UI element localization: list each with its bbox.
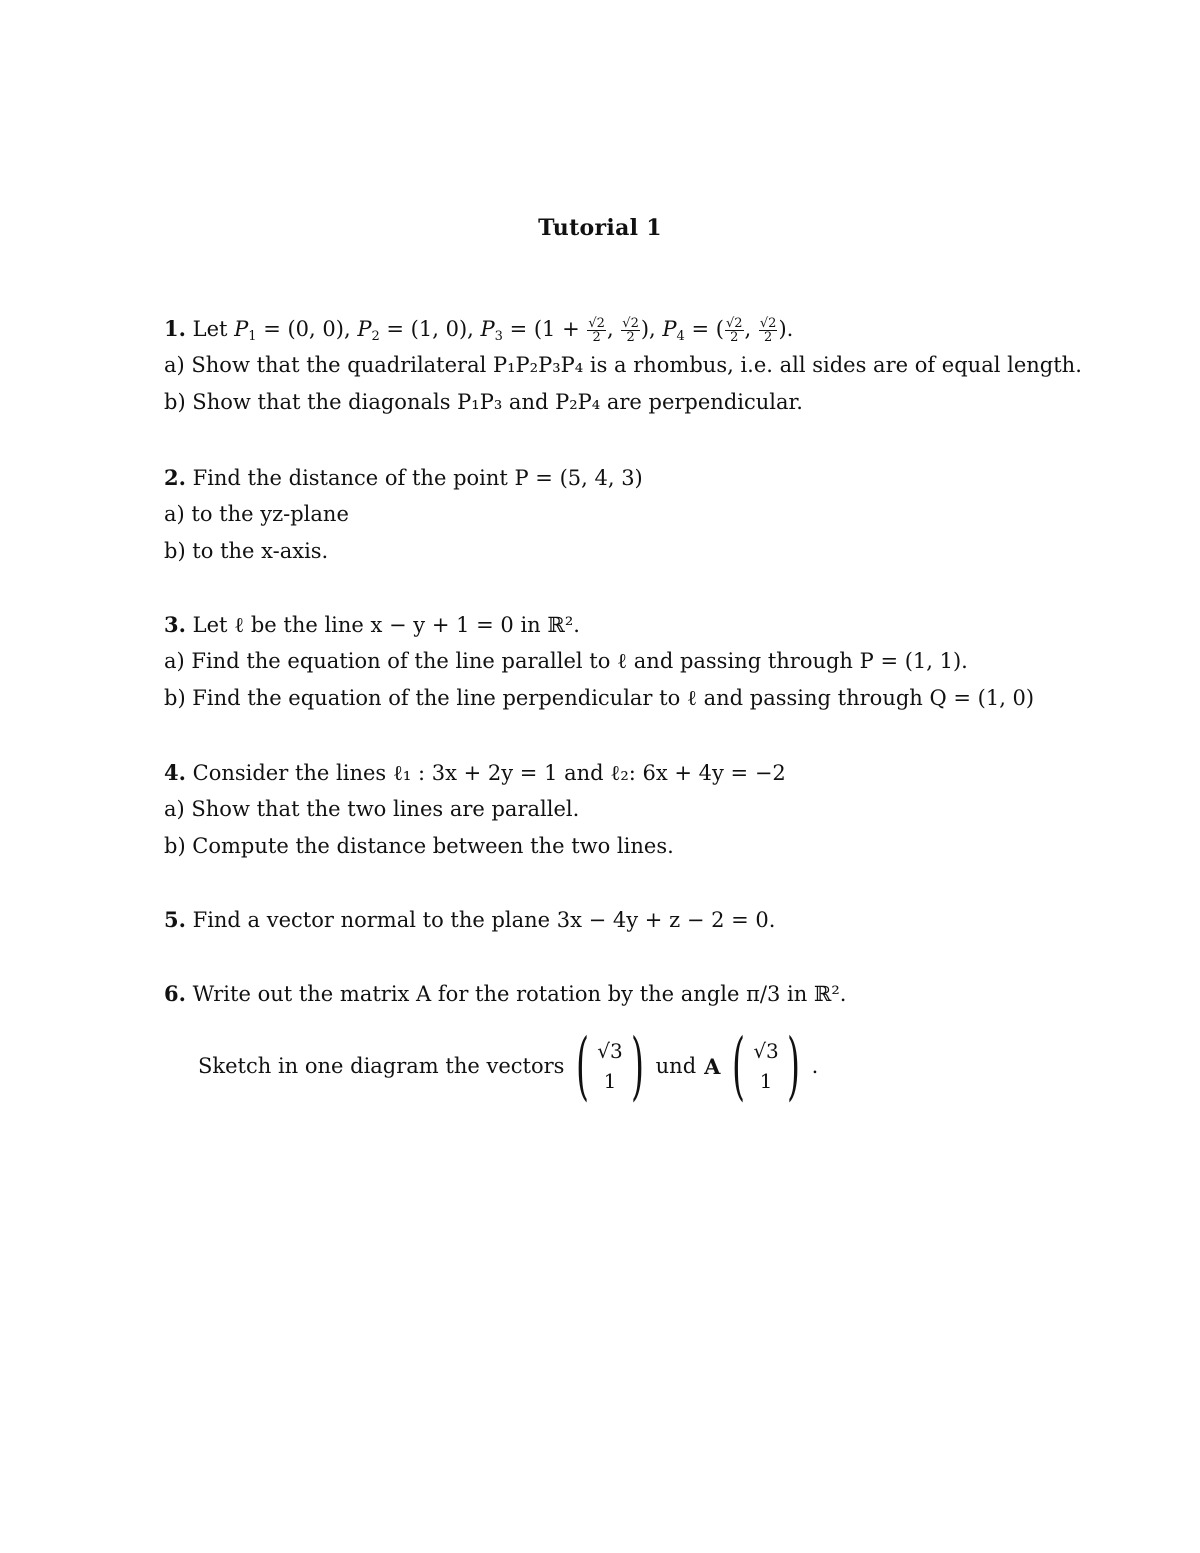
- problem-number: 6.: [164, 981, 186, 1006]
- problem-6-stem: [164, 975, 1064, 1012]
- problem-6-sketch-text: Sketch in one diagram the vectors: [198, 1054, 565, 1078]
- problem-4-text: Consider the lines ℓ₁ : 3x + 2y = 1 and ℓ₂: 6x + 4y = −2: [192, 761, 786, 785]
- problem-5-stem: [164, 901, 1064, 938]
- problem-6: [164, 975, 1064, 1109]
- vector-bottom: 1: [603, 1069, 617, 1093]
- problem-1-part-a: a) Show that the quadrilateral P₁P₂P₃P₄ is a rhombus, i.e. all sides are of equal length.: [164, 353, 1082, 377]
- problem-6-text: Write out the matrix A for the rotation by the angle π/3 in ℝ².: [192, 982, 847, 1006]
- problem-5-text: Find a vector normal to the plane 3x − 4y + z − 2 = 0.: [192, 908, 776, 932]
- column-vector: ( √3 1 ): [576, 1023, 644, 1109]
- problem-2-text: Find the distance of the point P = (5, 4, 3): [192, 466, 643, 490]
- problem-3-part-b: b) Find the equation of the line perpendicular to ℓ and passing through Q = (1, 0): [164, 686, 1035, 710]
- problem-4-part-b: b) Compute the distance between the two lines.: [164, 834, 674, 858]
- und-text: und: [655, 1054, 697, 1078]
- problem-2-part-a: a) to the yz-plane: [164, 502, 349, 526]
- problem-number: 2.: [164, 465, 186, 490]
- problem-2-stem: [164, 459, 1064, 496]
- page-title: Tutorial 1: [538, 215, 662, 241]
- matrix-symbol: A: [704, 1053, 721, 1079]
- problem-3-stem: [164, 606, 1064, 643]
- vector-top: √3: [753, 1039, 779, 1063]
- problem-1: [164, 310, 1082, 421]
- problem-number: 1.: [164, 316, 186, 341]
- problem-3: [164, 606, 1064, 717]
- column-vector-rotated: ( √3 1 ): [732, 1023, 800, 1109]
- vector-top: √3: [597, 1039, 623, 1063]
- problem-4: [164, 754, 1064, 865]
- problem-number: 4.: [164, 760, 186, 785]
- problem-4-stem: [164, 754, 1064, 791]
- problem-3-text: Let ℓ be the line x − y + 1 = 0 in ℝ².: [192, 613, 580, 637]
- problem-2: [164, 459, 1064, 570]
- problem-1-part-b: b) Show that the diagonals P₁P₃ and P₂P₄ are perpendicular.: [164, 390, 803, 414]
- problem-2-part-b: b) to the x-axis.: [164, 539, 329, 563]
- problem-1-let: Let: [192, 317, 228, 341]
- vector-bottom: 1: [759, 1069, 773, 1093]
- problem-3-part-a: a) Find the equation of the line parallel to ℓ and passing through P = (1, 1).: [164, 649, 968, 673]
- problem-6-sketch: Sketch in one diagram the vectors ( √3 1 ) und A ( √3 1 ) .: [198, 1023, 819, 1109]
- problem-5: [164, 901, 1064, 938]
- problem-number: 5.: [164, 907, 186, 932]
- problem-4-part-a: a) Show that the two lines are parallel.: [164, 797, 580, 821]
- problem-number: 3.: [164, 612, 186, 637]
- problem-1-stem: 1. Let $P_1 = (0$, 0), $P_2 = (1$, 0), $P_3 = (1$ + $\frac{√2}{2}$ , $\frac{√2}{2}$ ), $P_4$ = ( $\frac{√2}{2}$ , $\frac{√2}{2}$ ).: [164, 316, 794, 345]
